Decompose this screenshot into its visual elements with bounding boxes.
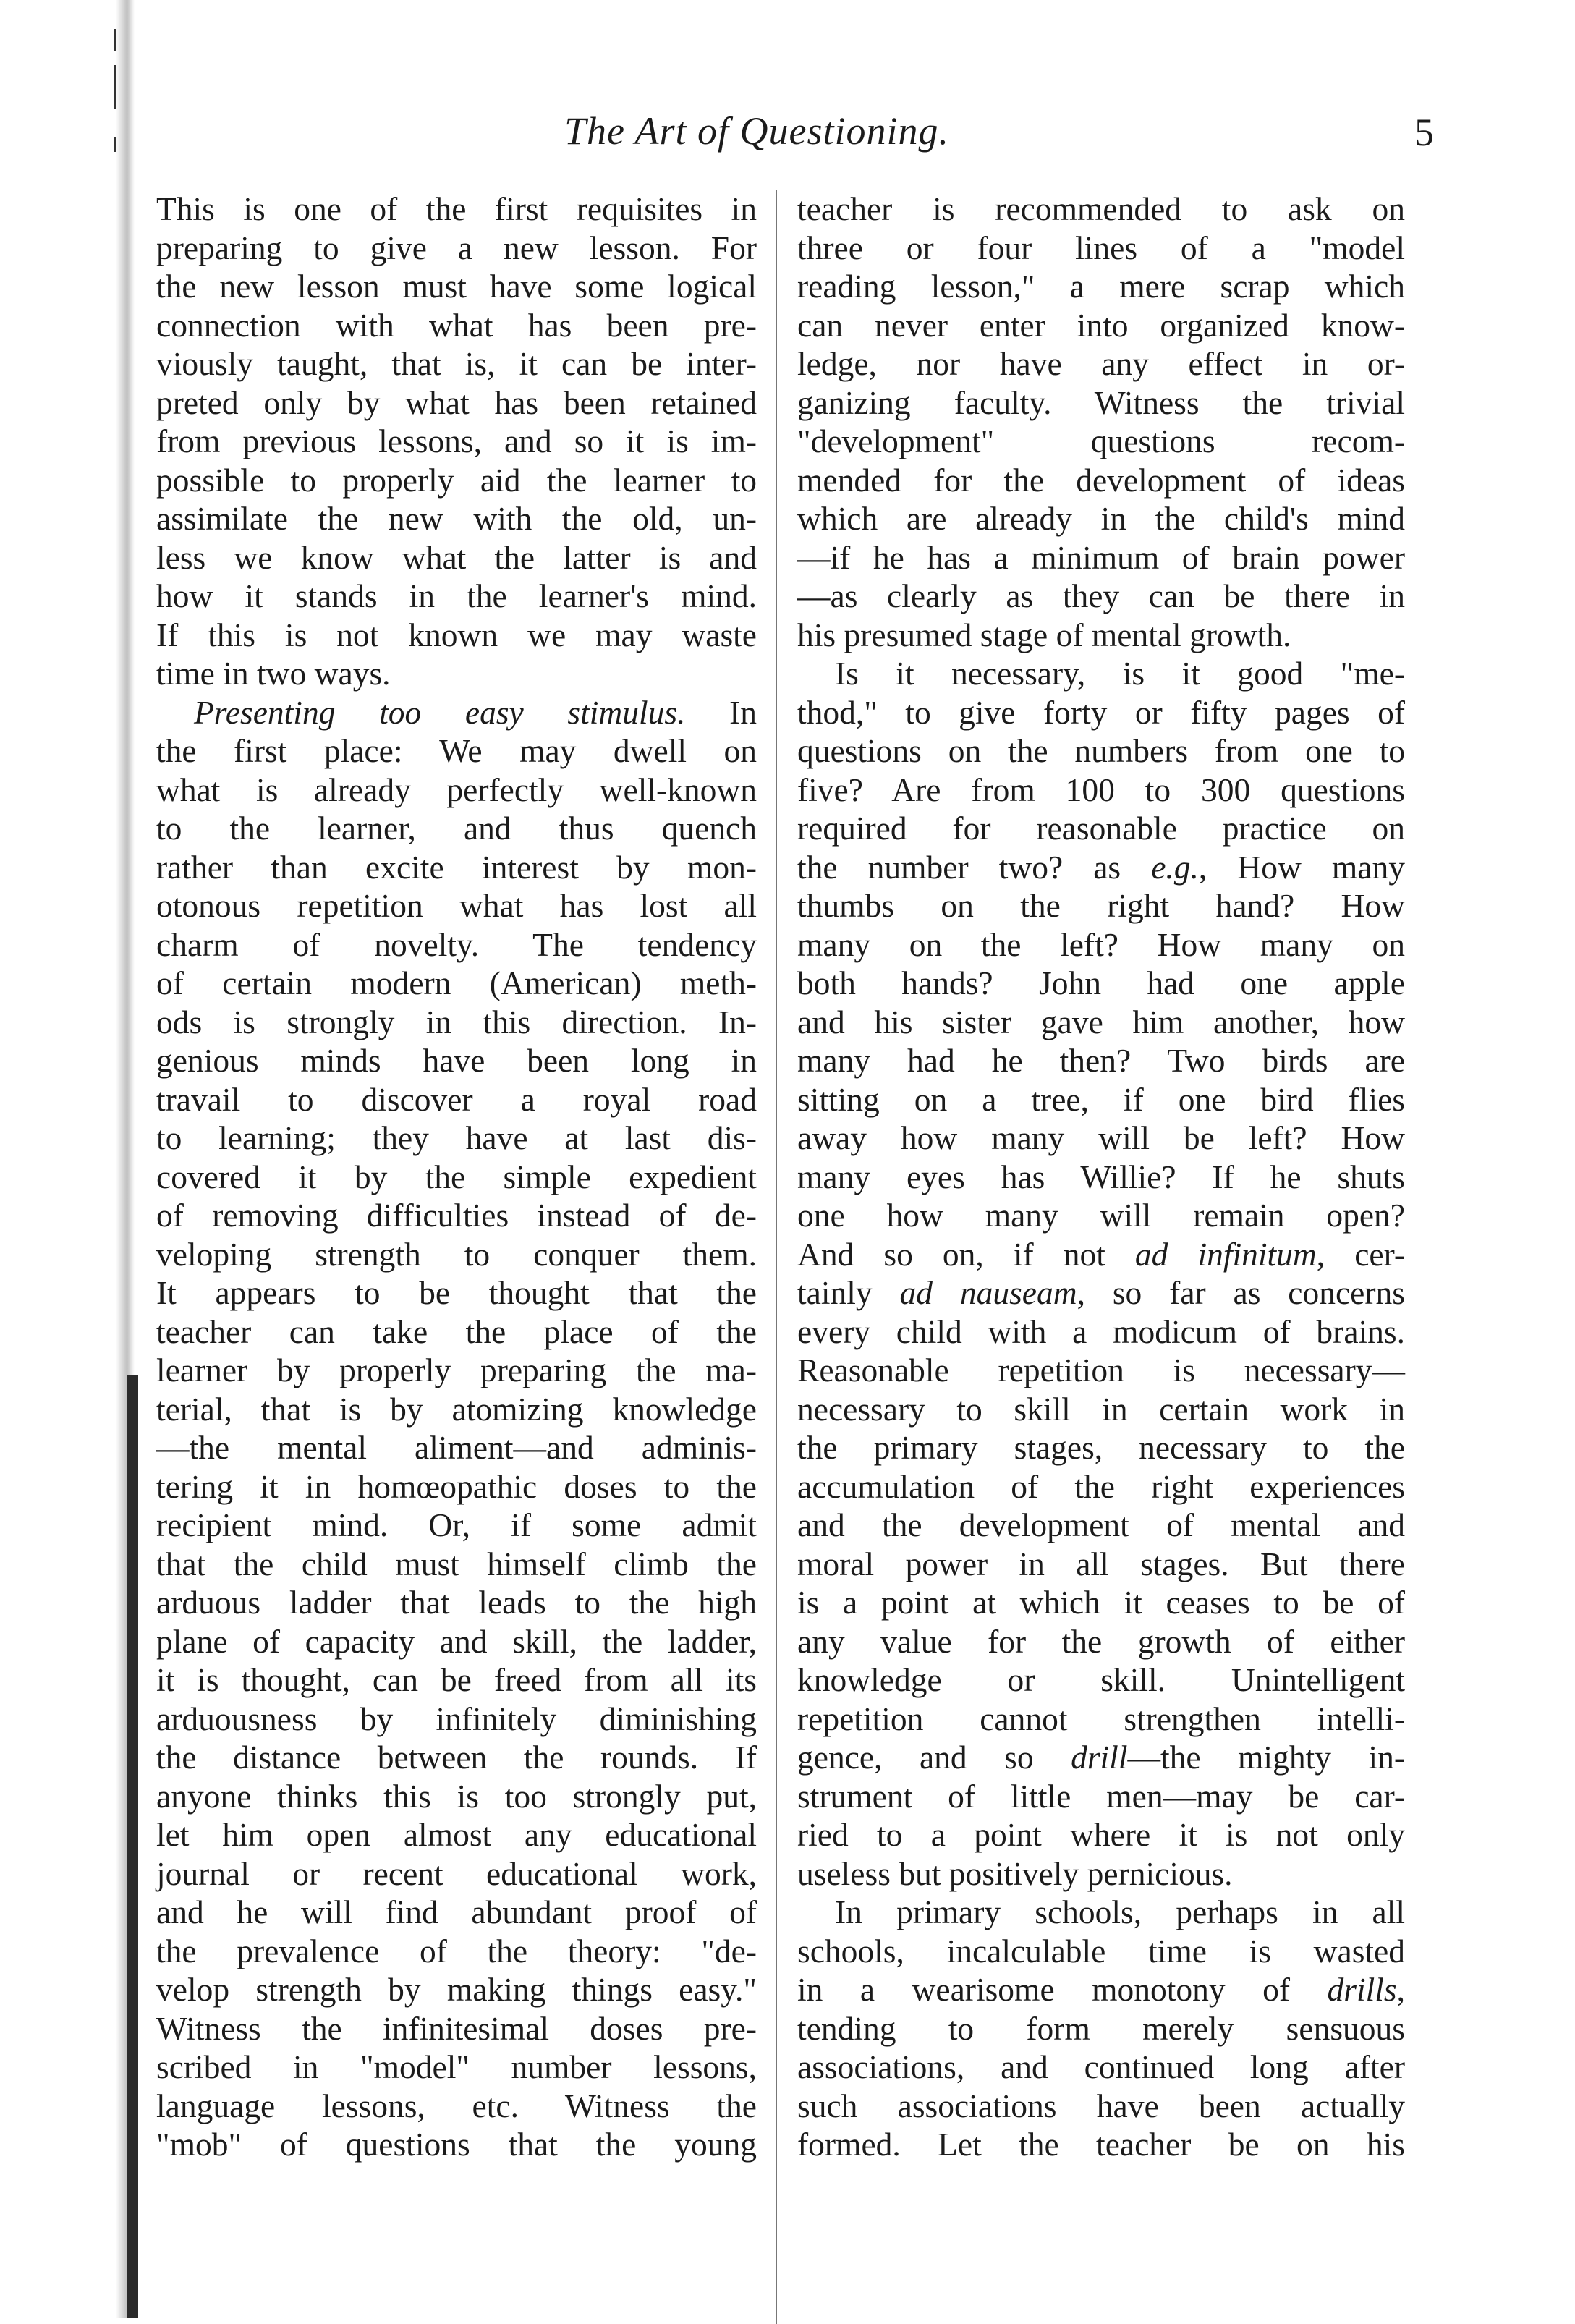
text-line: thumbs on the right hand? How [797,887,1405,924]
text-line: ried to a point where it is not only [797,1816,1405,1853]
text-line: gence, and so drill—the mighty in- [797,1739,1405,1776]
text-line: the number two? as e.g., How many [797,848,1405,886]
book-binding-edge [127,1375,138,2318]
text-line: viously taught, that is, it can be inter- [156,345,757,382]
text-line: learner by properly preparing the ma- [156,1352,757,1388]
text-line: —if he has a minimum of brain power [797,538,1405,576]
text-line: is a point at which it ceases to be of [797,1584,1405,1621]
text-line: sitting on a tree, if one bird flies [797,1080,1405,1118]
text-line: preparing to give a new lesson. For [156,229,757,266]
text-line: recipient mind. Or, if some admit [156,1506,757,1543]
text-line: —the mental aliment—and adminis- [156,1429,757,1466]
text-line: In primary schools, perhaps in all [835,1893,1405,1930]
text-line: Reasonable repetition is necessary— [797,1352,1405,1388]
text-line: teacher is recommended to ask on [797,190,1405,227]
text-line: ganizing faculty. Witness the trivial [797,383,1405,421]
text-line: many eyes has Willie? If he shuts [797,1158,1405,1195]
text-line: possible to properly aid the learner to [156,461,757,499]
text-line: the prevalence of the theory: "de- [156,1932,757,1969]
text-line: to learning; they have at last dis- [156,1119,757,1156]
text-line: in a wearisome monotony of drills, [797,1971,1405,2008]
text-line: and his sister gave him another, how [797,1003,1405,1040]
text-line: language lessons, etc. Witness the [156,2087,757,2124]
text-line: rather than excite interest by mon- [156,848,757,886]
left-text-column [156,190,757,2164]
text-line: any value for the growth of either [797,1622,1405,1660]
text-line: teacher can take the place of the [156,1312,757,1350]
text-line: plane of capacity and skill, the ladder, [156,1622,757,1660]
text-line: the first place: We may dwell on [156,732,757,769]
text-line: tering it in homœopathic doses to the [156,1467,757,1505]
text-line: otonous repetition what has lost all [156,887,757,924]
text-line: what is already perfectly well-known [156,771,757,808]
text-line: arduousness by infinitely diminishing [156,1700,757,1737]
text-line: strument of little men—may be car- [797,1777,1405,1815]
text-line: how it stands in the learner's mind. [156,577,757,614]
text-line: Presenting too easy stimulus. In [194,693,757,731]
text-line: reading lesson," a mere scrap which [797,268,1405,305]
text-line: Witness the infinitesimal doses pre- [156,2009,757,2047]
text-line: and he will find abundant proof of [156,1893,757,1930]
text-line: many on the left? How many on [797,925,1405,963]
text-line: of removing difficulties instead of de- [156,1197,757,1234]
text-line: —as clearly as they can be there in [797,577,1405,614]
margin-mark [114,65,116,109]
text-line: time in two ways. [156,655,391,692]
text-line: velop strength by making things easy." [156,1971,757,2008]
text-line: to the learner, and thus quench [156,810,757,847]
text-line: It appears to be thought that the [156,1274,757,1311]
text-line: associations, and continued long after [797,2048,1405,2085]
text-line: anyone thinks this is too strongly put, [156,1777,757,1815]
text-line: the primary stages, necessary to the [797,1429,1405,1466]
text-line: of certain modern (American) meth- [156,964,757,1001]
text-line: both hands? John had one apple [797,964,1405,1001]
text-line: And so on, if not ad infinitum, cer- [797,1235,1405,1273]
text-line: knowledge or skill. Unintelligent [797,1661,1405,1698]
text-line: genious minds have been long in [156,1042,757,1079]
text-line: thod," to give forty or fifty pages of [797,693,1405,731]
text-line: from previous lessons, and so it is im- [156,423,757,459]
text-line: "development" questions recom- [797,423,1405,459]
text-line: moral power in all stages. But there [797,1545,1405,1582]
text-line: such associations have been actually [797,2087,1405,2124]
text-line: terial, that is by atomizing knowledge [156,1390,757,1428]
text-line: one how many will remain open? [797,1197,1405,1234]
text-line: assimilate the new with the old, un- [156,500,757,537]
running-head-title: The Art of Questioning. [564,109,950,153]
margin-mark [114,29,116,51]
text-line: accumulation of the right experiences [797,1467,1405,1505]
text-line: can never enter into organized know- [797,306,1405,344]
text-line: five? Are from 100 to 300 questions [797,771,1405,808]
text-line: repetition cannot strengthen intelli- [797,1700,1405,1737]
text-line: ods is strongly in this direction. In- [156,1003,757,1040]
page-number: 5 [1414,111,1434,154]
margin-mark [114,137,116,152]
column-divider [776,190,777,2324]
text-line: required for reasonable practice on [797,810,1405,847]
text-line: covered it by the simple expedient [156,1158,757,1195]
text-line: "mob" of questions that the young [156,2126,757,2163]
text-line: away how many will be left? How [797,1119,1405,1156]
text-line: tainly ad nauseam, so far as concerns [797,1274,1405,1311]
text-line: questions on the numbers from one to [797,732,1405,769]
text-line: travail to discover a royal road [156,1080,757,1118]
text-line: every child with a modicum of brains. [797,1312,1405,1350]
text-line: Is it necessary, is it good "me- [835,655,1405,692]
text-line: formed. Let the teacher be on his [797,2126,1405,2163]
text-line: many had he then? Two birds are [797,1042,1405,1079]
text-line: let him open almost any educational [156,1816,757,1853]
text-line: useless but positively pernicious. [797,1854,1233,1892]
text-line: necessary to skill in certain work in [797,1390,1405,1428]
text-line: connection with what has been pre- [156,306,757,344]
right-text-column [797,190,1405,2164]
text-line: This is one of the first requisites in [156,190,757,227]
text-line: mended for the development of ideas [797,461,1405,499]
text-line: the distance between the rounds. If [156,1739,757,1776]
text-line: ledge, nor have any effect in or- [797,345,1405,382]
text-line: schools, incalculable time is wasted [797,1932,1405,1969]
text-line: veloping strength to conquer them. [156,1235,757,1273]
text-line: it is thought, can be freed from all its [156,1661,757,1698]
text-line: journal or recent educational work, [156,1854,757,1892]
text-line: that the child must himself climb the [156,1545,757,1582]
text-line: If this is not known we may waste [156,616,757,653]
text-line: scribed in "model" number lessons, [156,2048,757,2085]
text-line: arduous ladder that leads to the high [156,1584,757,1621]
text-line: less we know what the latter is and [156,538,757,576]
text-line: the new lesson must have some logical [156,268,757,305]
text-line: charm of novelty. The tendency [156,925,757,963]
text-line: preted only by what has been retained [156,383,757,421]
text-line: and the development of mental and [797,1506,1405,1543]
text-line: tending to form merely sensuous [797,2009,1405,2047]
text-line: which are already in the child's mind [797,500,1405,537]
text-line: his presumed stage of mental growth. [797,616,1291,653]
text-line: three or four lines of a "model [797,229,1405,266]
